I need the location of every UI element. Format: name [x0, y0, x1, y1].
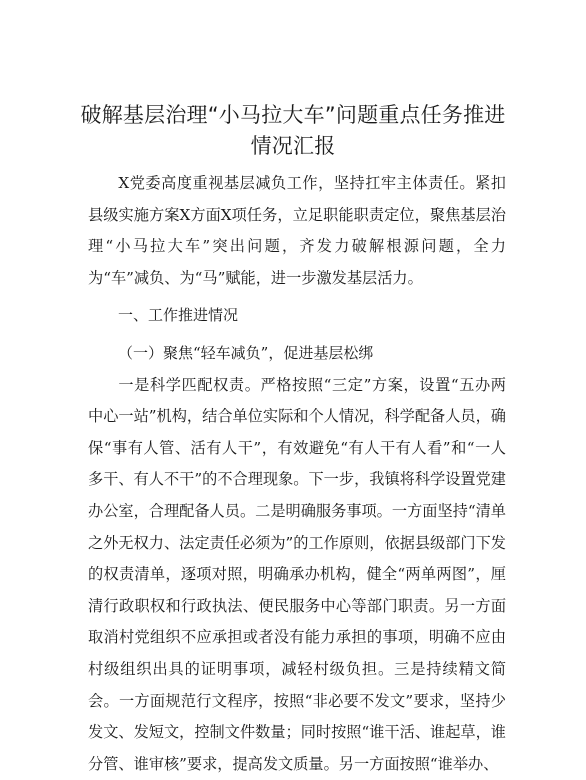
document-body: [88, 168, 506, 780]
document-title: 破解基层治理“小马拉大车”问题重点任务推进情况汇报: [80, 103, 506, 158]
section-heading: 一、工作推进情况: [118, 306, 239, 325]
body-paragraph: 一是科学匹配权责。严格按照“三定”方案，设置“五办两中心一站”机构，结合单位实际和个人情况，科学配备人员，确保“事有人管、活有人干”，有效避免“有人干有人看”和“一人多干、有人不干”的不合理现象。下一步，我镇将科学设置党建办公室，合理配备人员。二是明确服务事项。一方面坚持“清单之外无权力、法定责任必须为”的工作原则，依据县级部门下发的权责清单，逐项对照，明确承办机构，健全“两单两图”，厘清行政职权和行政执法、便民服务中心等部门职责。另一方面取消村党组织不应承担或者没有能力承担的事项，明确不应由村级组织出具的证明事项，减轻村级负担。三是持续精文简会。一方面规范行文程序，按照“非必要不发文”要求，坚持少发文、发短文，控制文件数量；同时按照“谁干活、谁起草，谁分管、谁审核”要求，提高发文质量。另一方面按照“谁举办、: [88, 375, 506, 773]
intro-paragraph: X党委高度重视基层减负工作，坚持扛牢主体责任。紧扣县级实施方案X方面X项任务，立足职能职责定位，聚焦基层治理“小马拉大车”突出问题，齐发力破解根源问题，全力为“车”减负、为“马”赋能，进一步激发基层活力。: [88, 174, 506, 287]
subsection-heading: （一）聚焦“轻车减负”，促进基层松绑: [118, 343, 374, 362]
